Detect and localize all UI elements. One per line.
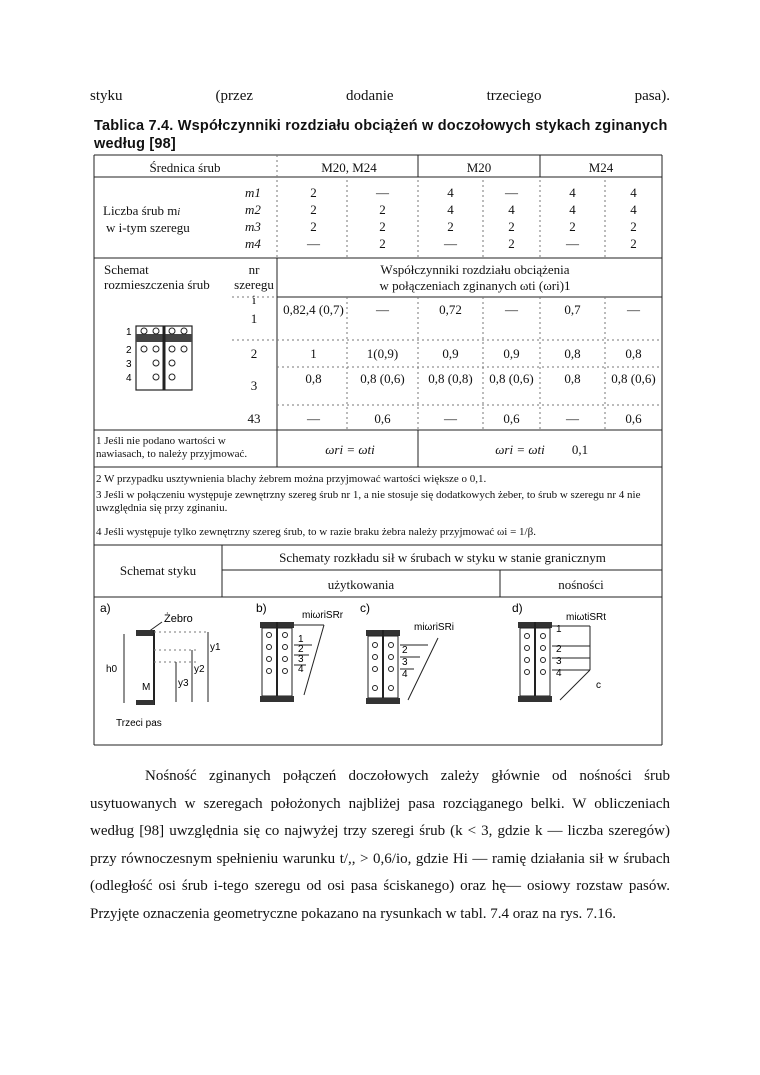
bolt-count-cell: 2 — [310, 219, 317, 234]
row-label-m1: m1 — [245, 185, 261, 200]
bolt-count-cell: 4 — [569, 202, 576, 217]
coeff-cell: — — [627, 302, 640, 317]
fig-a-h0: h0 — [106, 664, 118, 675]
bolt-count-cell: — — [307, 236, 320, 251]
coeff-cell: 1 — [310, 346, 317, 361]
diameter-label: Średnica śrub — [149, 160, 221, 175]
schemes-col-service: użytkowania — [327, 577, 395, 592]
bolt-count-cell: 2 — [310, 202, 317, 217]
fig-c-num: 3 — [402, 657, 408, 668]
bolt-count-cell: 2 — [379, 219, 386, 234]
bolt-count-cell: 2 — [630, 236, 637, 251]
fig-d-letter: d) — [512, 601, 523, 615]
footnote-3: 3 Jeśli w połączeniu występuje zewnętrzny szereg śrub nr 1, a nie stosuje się dodatkowych żeber, to śrub w szeregu nr 4 nie uwzględnia się przy zginaniu. — [96, 489, 641, 514]
coeff-cell: 0,8 (0,6) — [489, 371, 534, 386]
coeff-cell: 0,8 (0,8) — [428, 371, 473, 386]
bolt-count-cell: 2 — [379, 202, 386, 217]
schema-label: Schemat rozmieszczenia śrub — [104, 262, 210, 292]
coeff-cell: 0,8 — [305, 371, 322, 386]
table-caption: Tablica 7.4. Współczynniki rozdziału obciążeń w doczołowych stykach zginanych według [98] — [94, 118, 668, 152]
coeff-cell: 0,82,4 (0,7) — [283, 302, 344, 317]
bolt-count-cell: 2 — [630, 219, 637, 234]
coeff-cell: — — [444, 411, 457, 426]
coeff-cell: 0,8 — [564, 371, 581, 386]
row-number-4: 43 — [247, 411, 261, 426]
fig-a-y3: y3 — [178, 678, 189, 689]
col-group-m20: M20 — [466, 160, 492, 175]
bolt-count-cell: — — [376, 185, 389, 200]
row-number-3: 3 — [250, 378, 258, 393]
schemes-label: Schemat styku — [119, 563, 197, 578]
bolt-count-cell: 2 — [508, 219, 515, 234]
figure-b — [254, 600, 364, 742]
col-group-m24: M24 — [588, 160, 614, 175]
coeff-cell: 0,8 (0,6) — [611, 371, 656, 386]
intro-word: dodanie — [346, 88, 394, 104]
bolt-count-cell: 4 — [447, 202, 454, 217]
fig-b-force: miωriSRr — [302, 610, 344, 621]
row-label-m3: m3 — [245, 219, 261, 234]
bolt-count-cell: 2 — [569, 219, 576, 234]
fig-d-c: c — [596, 680, 601, 691]
coeff-cell: 0,72 — [439, 302, 462, 317]
figure-d — [510, 600, 630, 742]
fig-c-letter: c) — [360, 601, 370, 615]
fig-a-y1: y1 — [210, 642, 221, 653]
bolt-count-cell: 4 — [630, 185, 637, 200]
coeff-cell: — — [307, 411, 320, 426]
fig-b-num: 3 — [298, 654, 304, 665]
fig-c-num: 4 — [402, 669, 408, 680]
footnote-2: 2 W przypadku usztywnienia blachy żebrem można przyjmować wartości większe o 0,1. — [96, 473, 487, 485]
coeff-cell: 0,8 (0,6) — [360, 371, 405, 386]
coeff-cell: 0,7 — [564, 302, 581, 317]
fig-b-num: 1 — [298, 634, 304, 645]
figure-c — [358, 600, 478, 742]
coeff-cell: — — [376, 302, 389, 317]
fig-d-num: 4 — [556, 668, 562, 679]
coeff-cell: 0,9 — [442, 346, 459, 361]
fig-a-y2: y2 — [194, 664, 205, 675]
fig-d-num: 3 — [556, 656, 562, 667]
fig-row-1: 1 — [126, 327, 132, 338]
coeff-cell: 0,6 — [625, 411, 642, 426]
intro-word: pasa). — [634, 88, 670, 104]
fig-a-flange: Trzeci pas — [116, 718, 162, 729]
fig-c-force: miωriSRi — [414, 622, 455, 633]
coeff-cell: 0,6 — [503, 411, 520, 426]
schemes-col-ultimate: nośności — [558, 577, 604, 592]
fig-b-num: 2 — [298, 644, 304, 655]
intro-word: (przez — [215, 88, 254, 104]
fig-a-m: M — [142, 682, 151, 693]
note-1: 1 Jeśli nie podano wartości w nawiasach, to należy przyjmować. — [96, 435, 248, 460]
bolt-count-cell: — — [566, 236, 579, 251]
intro-word: trzeciego — [486, 88, 542, 104]
fig-d-num: 2 — [556, 644, 562, 655]
body-paragraph: Nośność zginanych połączeń doczołowych zależy głównie od nośności śrub usytuowanych w szeregach położonych najbliżej pasa rozciąganego belki. W obliczeniach według [98] uwzględnia się co najwyżej trzy szeregi śrub (k < 3, gdzie k — liczba szeregów) przy równoczesnym spełnieniu warunku t/,, > 0,6/io, gdzie Hi — ramię działania sił w śrubach (odległość osi śrub i-tego szeregu od osi pasa ściskanego) oraz hę— osiowy rozstaw pasów. Przyjęte oznaczenia geometryczne pokazano na rysunkach w tabl. 7.4 oraz na rys. 7.16. — [90, 768, 670, 922]
col-group-m20-m24: M20, M24 — [321, 160, 377, 175]
fig-c-num: 2 — [402, 645, 408, 656]
fig-a-rib: Żebro — [164, 613, 193, 625]
fig-row-3: 3 — [126, 359, 132, 370]
coeff-cell: — — [505, 302, 518, 317]
note1-eq2-value: 0,1 — [571, 442, 589, 457]
bolt-count-cell: 2 — [508, 236, 515, 251]
bolt-count-cell: 2 — [379, 236, 386, 251]
row-number-2: 2 — [250, 346, 258, 361]
figure-a — [96, 600, 226, 742]
bolt-layout-figure — [118, 322, 198, 394]
note1-eq1: ωri = ωti — [325, 442, 375, 457]
coeff-title-line1: Współczynniki rozdziału obciążenia — [380, 262, 570, 277]
intro-word: styku — [90, 88, 123, 104]
bolt-count-cell: 4 — [569, 185, 576, 200]
fig-b-num: 4 — [298, 664, 304, 675]
coeff-cell: 0,8 — [625, 346, 642, 361]
fig-row-2: 2 — [126, 345, 132, 356]
fig-a-letter: a) — [100, 601, 111, 615]
bolt-count-cell: — — [505, 185, 518, 200]
coeff-cell: 1(0,9) — [366, 346, 399, 361]
note1-eq2: ωri = ωti — [495, 442, 545, 457]
fig-b-letter: b) — [256, 601, 267, 615]
row-no-label: nr szeregu i — [234, 262, 274, 307]
bolt-count-cell: 4 — [447, 185, 454, 200]
fig-d-num: 1 — [556, 624, 562, 635]
coeff-cell: 0,6 — [374, 411, 391, 426]
row-label-m4: m4 — [245, 236, 261, 251]
coeff-cell: 0,8 — [564, 346, 581, 361]
bolt-count-cell: 2 — [447, 219, 454, 234]
bolt-count-cell: — — [444, 236, 457, 251]
bolt-count-cell: 4 — [508, 202, 515, 217]
row-number-1: 1 — [250, 311, 258, 326]
row-label-m2: m2 — [245, 202, 261, 217]
coeff-title-line2: w połączeniach zginanych ωti (ωri)1 — [379, 278, 571, 293]
bolts-label-line1: Liczba śrub mi — [103, 203, 181, 218]
fig-row-4: 4 — [126, 373, 132, 384]
fig-d-force: miωtiSRt — [566, 612, 607, 623]
coeff-cell: — — [566, 411, 579, 426]
schemes-title: Schematy rozkładu sił w śrubach w styku w stanie granicznym — [279, 550, 606, 565]
bolt-count-cell: 2 — [310, 185, 317, 200]
bolts-label-line2: w i-tym szeregu — [106, 220, 190, 235]
bolt-count-cell: 4 — [630, 202, 637, 217]
footnote-4: 4 Jeśli występuje tylko zewnętrzny szereg śrub, to w razie braku żebra należy przyjmować ωi = 1/β. — [96, 526, 536, 538]
coeff-cell: 0,9 — [503, 346, 520, 361]
